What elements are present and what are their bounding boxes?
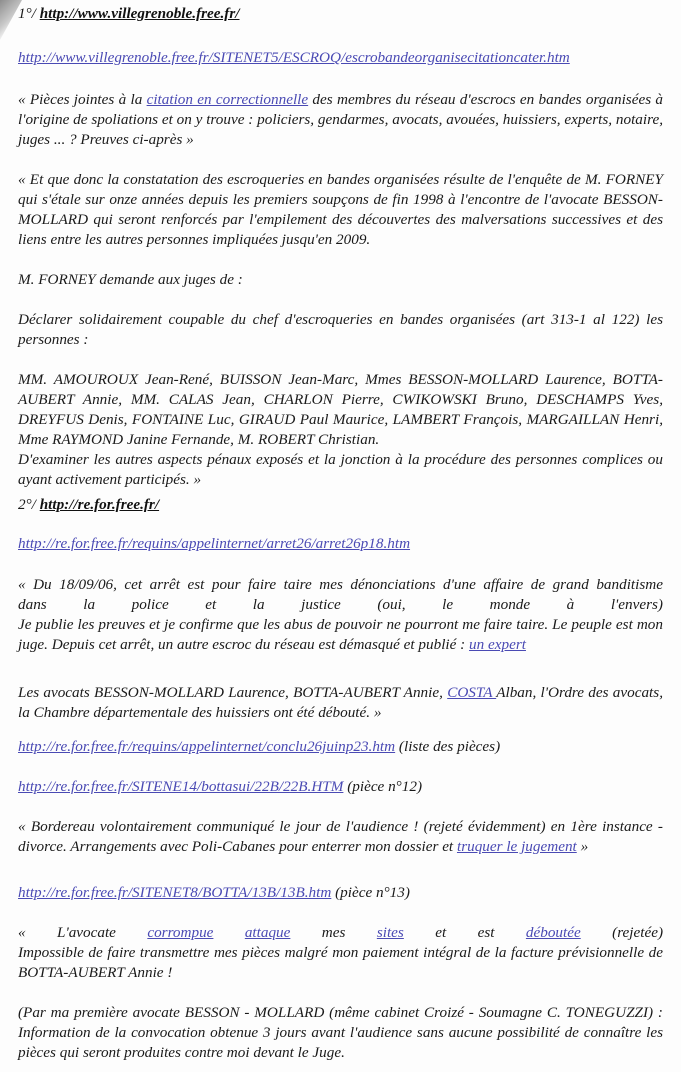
text: mes — [321, 924, 346, 941]
text: Alban, l'Ordre des avocats, la Chambre départementale des huissiers ont été débouté. » — [18, 684, 663, 721]
section-number: 2°/ — [18, 496, 40, 513]
text: » — [576, 838, 589, 855]
attaque-link[interactable]: attaque — [244, 924, 291, 941]
un-expert-link[interactable]: un expert — [469, 636, 526, 653]
quote-arret — [18, 575, 663, 655]
villegrenoble-home-link[interactable]: http://www.villegrenoble.free.fr/ — [39, 5, 240, 22]
section1-heading — [18, 4, 663, 24]
text: dans la police et la justice (oui, le monde à l'envers) — [18, 596, 663, 613]
section1-url1-para — [18, 48, 663, 68]
botta13b-para — [18, 883, 663, 903]
text: « Du 18/09/06, cet arrêt est pour faire taire mes dénonciations d'une affaire de grand banditisme — [18, 576, 663, 593]
truquer-link[interactable]: truquer le jugement — [456, 838, 577, 855]
sites-link[interactable]: sites — [376, 924, 404, 941]
section2-heading — [18, 495, 663, 515]
text: (rejetée) — [612, 924, 664, 941]
arret26-link[interactable]: http://re.for.free.fr/requins/appelinternet/arret26/arret26p18.htm — [18, 535, 411, 552]
text: « Bordereau volontairement communiqué le jour de l'audience ! (rejeté évidemment) en 1ère instance - divorce. Arrangements avec Poli-Cabanes pour enterrer mon dossier et — [18, 818, 663, 855]
avocats-deboute — [18, 683, 663, 723]
text: (pièce n°13) — [331, 884, 410, 901]
citation-link[interactable]: citation en correctionnelle — [146, 91, 309, 108]
text: (pièce n°12) — [343, 778, 423, 795]
premiere-avocate-para: (Par ma première avocate BESSON - MOLLARD (même cabinet Croizé - Soumagne C. TONEGUZZI) : Information de la convocation obtenue 3 jours avant l'audience sans aucune possibilité de connaître les pièces qui seront produites contre moi devant le Juge. — [18, 1004, 663, 1061]
refor-home-link[interactable]: http://re.for.free.fr/ — [39, 496, 160, 513]
costa-link[interactable]: COSTA — [447, 684, 497, 701]
corrompue-link[interactable]: corrompue — [147, 924, 214, 941]
examiner-para: D'examiner les autres aspects pénaux exposés et la jonction à la procédure des personnes complices ou ayant activement participés. » — [18, 451, 663, 488]
section-number: 1°/ — [18, 5, 40, 22]
bottasui-para — [18, 777, 663, 797]
quote-pieces-jointes — [18, 90, 663, 150]
text: « Pièces jointes à la — [18, 91, 147, 108]
declarer-para: Déclarer solidairement coupable du chef d'escroqueries en bandes organisées (art 313-1 al 122) les personnes : — [18, 311, 663, 348]
quote-constatation: « Et que donc la constatation des escroqueries en bandes organisées résulte de l'enquête de M. FORNEY qui s'étale sur onze années depuis les premiers soupçons de fin 1998 à l'encontre de l'avocate BESSON-MOLLARD qui seront renforcés par l'empilement des découvertes des malversations successives et des liens entre les autres personnes impliquées jusqu'en 2009. — [18, 171, 663, 248]
text: Je publie les preuves et je confirme que les abus de pouvoir ne pourront me faire taire. Le peuple est mon juge. Depuis cet arrêt, un autre escroc du réseau est démasqué et publié : — [18, 616, 663, 653]
escrobande-link[interactable]: http://www.villegrenoble.free.fr/SITENET5/ESCROQ/escrobandeorganisecitationcater.htm — [18, 49, 570, 66]
names-list: MM. AMOUROUX Jean-René, BUISSON Jean-Marc, Mmes BESSON-MOLLARD Laurence, BOTTA-AUBERT Annie, MM. CALAS Jean, CHARLON Pierre, CWIKOWSKI Bruno, DESCHAMPS Yves, DREYFUS Denis, FONTAINE Luc, GIRAUD Paul Maurice, LAMBERT François, MARGAILLAN Henri, Mme RAYMOND Janine Fernande, M. ROBERT Christian. — [18, 371, 663, 448]
text: Les avocats BESSON-MOLLARD Laurence, BOTTA-AUBERT Annie, — [18, 684, 448, 701]
section2-url1-para — [18, 534, 663, 554]
conclu26-link[interactable]: http://re.for.free.fr/requins/appelinternet/conclu26juinp23.htm — [18, 738, 396, 755]
text: Impossible de faire transmettre mes pièces malgré mon paiement intégral de la facture prévisionnelle de BOTTA-AUBERT Annie ! — [18, 944, 663, 981]
avocate-corrompue-para — [18, 923, 663, 983]
text: « L'avocate — [18, 924, 116, 941]
deboutee-link[interactable]: déboutée — [525, 924, 581, 941]
avocate-line — [18, 923, 663, 943]
text: des membres du réseau d'escrocs en bandes organisées à l'origine de spoliations et on y trouve : policiers, gendarmes, avocats, avouées, huissiers, experts, notaire, juges ... ? Preuves ci-après » — [18, 91, 663, 148]
bottasui-link[interactable]: http://re.for.free.fr/SITENE14/bottasui/22B/22B.HTM — [18, 778, 344, 795]
text: est — [477, 924, 495, 941]
bordereau-para — [18, 817, 663, 857]
conclu-para — [18, 737, 663, 757]
text: et — [435, 924, 447, 941]
botta13b-link[interactable]: http://re.for.free.fr/SITENET8/BOTTA/13B/13B.htm — [18, 884, 332, 901]
forney-demande: M. FORNEY demande aux juges de : — [18, 271, 243, 288]
text: (liste des pièces) — [395, 738, 501, 755]
